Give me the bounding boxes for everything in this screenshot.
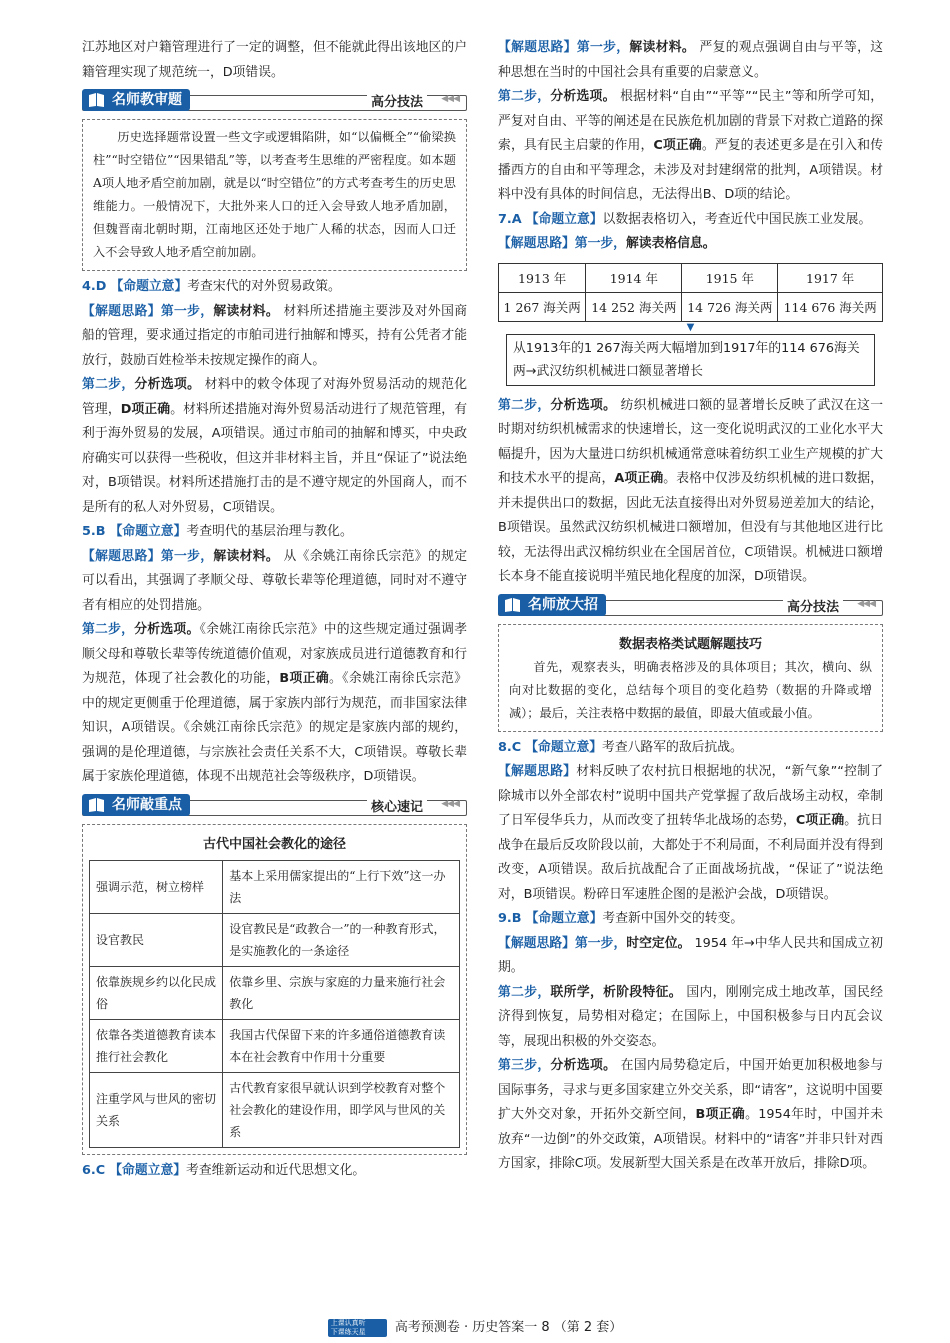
q9-intent: 考查新中国外交的转变。 bbox=[602, 911, 744, 926]
q9-answer: B项正确 bbox=[695, 1107, 746, 1122]
q6-line bbox=[82, 1159, 467, 1184]
q9-step3-title: 分析选项。 bbox=[550, 1058, 617, 1073]
q7-step2-label: 第二步， bbox=[498, 397, 551, 413]
tip-subtitle: 高分技法 bbox=[367, 91, 427, 110]
intro-paragraph: 江苏地区对户籍管理进行了一定的调整，但不能就此得出该地区的户籍管理实现了规范统一，D项错误。 bbox=[82, 40, 467, 80]
q5-step2-label: 第二步， bbox=[82, 622, 135, 637]
q6-step2-text-b: 。严复的表述更多是在引入和传播西方的自由和平等理念，未涉及对封建纲常的批判，A项错误。材料中没有具体的时间信息，无法得出B、D项的结论。 bbox=[498, 138, 883, 202]
q6-step2-title: 分析选项。 bbox=[550, 89, 616, 104]
tip-badge bbox=[82, 794, 190, 816]
q9-step2-label: 第二步， bbox=[498, 984, 551, 1000]
q8-answer: C项正确 bbox=[795, 813, 845, 828]
q7-tag: 【命题立意】 bbox=[525, 211, 603, 227]
row-content-cell: 我国古代保留下来的许多通俗道德教育读本在社会教育中作用十分重要 bbox=[223, 1019, 460, 1072]
q7-line bbox=[498, 208, 883, 233]
book-icon bbox=[504, 597, 521, 613]
table-row bbox=[90, 1019, 460, 1072]
q7-step2-text-a: 纺织机械进口额的显著增长反映了武汉在这一时期对纺织机械需求的快速增长，这一变化说明武汉的工业化水平大幅提升，因为大量进口纺织机械通常意味着纺织工业生产规模的扩大和技术水平的提高， bbox=[498, 397, 884, 486]
q8-text-a: 材料反映了农村抗日根据地的状况，“新气象”“控制了除城市以外全部农村”说明中国共产党掌握了敌后战场主动权，牵制了日军侵华兵力，从而改变了扭转华北战场的态势， bbox=[498, 764, 883, 828]
table-row bbox=[90, 913, 460, 966]
q5-step2-title: 分析选项。 bbox=[134, 622, 200, 637]
q4-step1-text: 材料所述措施主要涉及对外国商船的管理，要求通过指定的市舶司进行抽解和博买，持有公凭者才能放行，鼓励百姓检举未按规定操作的商人。 bbox=[82, 303, 468, 368]
q7-step1 bbox=[498, 232, 883, 257]
q5-answer: B项正确 bbox=[279, 671, 330, 686]
arrows-icon: ◀◀◀ bbox=[441, 94, 459, 104]
q5-step1-label: 第一步， bbox=[160, 548, 214, 564]
row-content-cell: 依靠乡里、宗族与家庭的力量来施行社会教化 bbox=[223, 966, 460, 1019]
q6-step1-text: 严复的观点强调自由与平等，这种思想在当时的中国社会具有重要的启蒙意义。 bbox=[498, 40, 884, 80]
q6-intent: 考查维新运动和近代思想文化。 bbox=[186, 1162, 366, 1178]
q8-intent: 考查八路军的敌后抗战。 bbox=[602, 739, 743, 755]
q7-number: 7.A bbox=[498, 211, 522, 227]
page-footer bbox=[0, 1316, 950, 1337]
q7-step1-label: 第一步， bbox=[574, 236, 626, 251]
q9-number: 9.B bbox=[498, 911, 522, 926]
table-summary: 从1913年的1 267海关两大幅增加到1917年的114 676海关两→武汉纺织机械进口额显著增长 bbox=[506, 334, 875, 386]
q5-tag2: 【解题思路】 bbox=[82, 548, 161, 564]
q8-number: 8.C bbox=[498, 739, 522, 755]
value-cell: 1 267 海关两 bbox=[499, 292, 586, 321]
year-cell: 1913 年 bbox=[499, 263, 586, 292]
table-row bbox=[90, 1072, 460, 1147]
q9-step1 bbox=[498, 932, 883, 981]
q4-step2-label: 第二步， bbox=[82, 377, 135, 392]
tip-badge-label: 名师教审题 bbox=[112, 92, 182, 108]
q6-step1 bbox=[498, 36, 883, 85]
q7-intent: 以数据表格切入，考查近代中国民族工业发展。 bbox=[602, 211, 872, 227]
row-content-cell: 基本上采用儒家提出的“上行下效”这一办法 bbox=[223, 860, 460, 913]
q6-tag: 【命题立意】 bbox=[109, 1162, 187, 1178]
left-column bbox=[82, 36, 467, 1183]
tip-badge-label: 名师放大招 bbox=[528, 596, 598, 613]
q4-answer: D项正确 bbox=[120, 401, 171, 417]
year-cell: 1914 年 bbox=[586, 263, 682, 292]
tip-header-3 bbox=[498, 594, 883, 618]
row-heading-cell: 注重学风与世风的密切关系 bbox=[90, 1072, 223, 1147]
q7-step2-title: 分析选项。 bbox=[550, 397, 617, 413]
year-cell: 1915 年 bbox=[682, 263, 778, 292]
tip-badge-label: 名师敲重点 bbox=[112, 796, 182, 813]
tip-subtitle: 核心速记 bbox=[367, 796, 427, 815]
q9-step2-text: 国内，刚刚完成土地改革，国民经济得到恢复，局势相对稳定；在国际上，中国积极参与日内瓦会议等，展现出积极的外交姿态。 bbox=[498, 984, 884, 1049]
q9-step3-text-b: 。1954年时，中国并未放弃“一边倒”的外交政策，A项错误。材料中的“请客”并非只针对西方国家，排除C项。发展新型大国关系是在改革开放后，排除D项。 bbox=[498, 1107, 883, 1171]
right-column bbox=[498, 36, 883, 1177]
value-cell: 14 252 海关两 bbox=[586, 292, 682, 321]
q6-step2 bbox=[498, 85, 883, 208]
value-cell: 14 726 海关两 bbox=[682, 292, 778, 321]
q7-tag2: 【解题思路】 bbox=[498, 236, 575, 251]
key-points-table bbox=[89, 860, 460, 1148]
down-arrow-icon: ▼ bbox=[686, 321, 695, 333]
q6-tag2: 【解题思路】 bbox=[498, 40, 577, 55]
tip-header-2 bbox=[82, 794, 467, 818]
q5-step1 bbox=[82, 545, 467, 619]
table-row bbox=[90, 860, 460, 913]
arrows-icon: ◀◀◀ bbox=[441, 798, 459, 809]
q5-number: 5.B bbox=[82, 524, 106, 539]
q4-step1 bbox=[82, 300, 467, 374]
year-cell: 1917 年 bbox=[778, 263, 883, 292]
q4-step1-title: 解读材料。 bbox=[213, 303, 280, 319]
q8-tag2: 【解题思路】 bbox=[498, 764, 577, 779]
q5-step2-text-a: 《余姚江南徐氏宗范》中的这些规定通过强调孝顺父母和尊敬长辈等传统道德价值观，对家族成员进行道德教育和行为规范，体现了社会教化的功能， bbox=[82, 622, 468, 686]
q9-step2 bbox=[498, 981, 883, 1055]
tip-box-1 bbox=[82, 119, 467, 271]
row-heading-cell: 强调示范，树立榜样 bbox=[90, 860, 223, 913]
q6-step2-label: 第二步， bbox=[498, 89, 551, 104]
q6-step1-title: 解读材料。 bbox=[629, 40, 696, 55]
footer-text: 高考预测卷 · 历史答案一 8 （第 2 套） bbox=[394, 1320, 623, 1335]
book-icon bbox=[88, 797, 105, 813]
q7-step2 bbox=[498, 394, 883, 590]
year-row bbox=[499, 263, 883, 292]
q9-step1-label: 第一步， bbox=[574, 935, 627, 951]
key-points-box bbox=[82, 824, 467, 1155]
q4-step2 bbox=[82, 373, 467, 520]
tip-box-3-title: 数据表格类试题解题技巧 bbox=[618, 636, 762, 652]
q5-line bbox=[82, 520, 467, 545]
tip-badge bbox=[498, 594, 606, 616]
q6-step1-label: 第一步， bbox=[576, 40, 630, 55]
q9-step2-title: 联所学，析阶段特征。 bbox=[550, 984, 682, 1000]
q6-answer: C项正确 bbox=[653, 138, 702, 153]
q9-tag2: 【解题思路】 bbox=[498, 935, 575, 951]
q6-step2-text-a: 根据材料“自由”“平等”“民主”等和所学可知，严复对自由、平等的阐述是在民族危机加剧的背景下对救亡道路的探索，具有民主启蒙的作用， bbox=[498, 89, 884, 153]
logo-line-1: 上课认真听 bbox=[330, 1318, 366, 1327]
row-content-cell: 设官教民是“政教合一”的一种教育形式，是实施教化的一条途径 bbox=[223, 913, 460, 966]
q5-step2-text-b: 。《余姚江南徐氏宗范》中的规定更侧重于伦理道德，属于家族内部行为规范，而非国家法律知识，A项错误。《余姚江南徐氏宗范》的规定是家族内部的规约，强调的是伦理道德，与宗族社会责任关系不大，C项错误。尊敬长辈属于家族伦理道德，体现不出规范社会等级秩序，D项错误。 bbox=[82, 671, 468, 784]
q9-step3-label: 第三步， bbox=[498, 1058, 551, 1073]
q8-text-b: 。抗日战争在最后反攻阶段以前，大都处于不利局面，不利局面并没有得到改变，A项错误。敌后抗战配合了正面战场抗战，“保证了”说法绝对，B项错误。粉碎日军速胜企图的是淞沪会战，D项错误。 bbox=[498, 813, 883, 902]
q5-intent: 考查明代的基层治理与教化。 bbox=[186, 524, 353, 539]
tip-text: 历史选择题常设置一些文字或逻辑陷阱，如“以偏概全”“偷梁换柱”“时空错位”“因果错乱”等，以考查考生思维的严密程度。如本题A项人地矛盾空前加剧，就是以“时空错位”的方式考查考生的历史思维能力。一般情况下，大批外来人口的迁入会导致人地矛盾加剧，但魏晋南北朝时期，江南地区还处于地广人稀的状态，因而人口迁入不会导致人地矛盾空前加剧。 bbox=[93, 130, 456, 259]
import-data-table bbox=[498, 263, 883, 322]
q8-analysis bbox=[498, 760, 883, 907]
q8-tag: 【命题立意】 bbox=[525, 739, 603, 755]
row-heading-cell: 设官教民 bbox=[90, 913, 223, 966]
q4-number: 4.D bbox=[82, 279, 107, 294]
q9-step1-text: 1954 年→中华人民共和国成立初期。 bbox=[498, 935, 884, 975]
q4-step1-label: 第一步， bbox=[160, 303, 214, 319]
q9-line bbox=[498, 907, 883, 932]
q4-step2-title: 分析选项。 bbox=[134, 377, 201, 392]
row-content-cell: 古代教育家很早就认识到学校教育对整个社会教化的建设作用，即学风与世风的关系 bbox=[223, 1072, 460, 1147]
q5-step1-text: 从《余姚江南徐氏宗范》的规定可以看出，其强调了孝顺父母、尊敬长辈等伦理道德，同时对不遵守者有相应的处罚措施。 bbox=[82, 548, 468, 613]
row-heading-cell: 依靠各类道德教育读本推行社会教化 bbox=[90, 1019, 223, 1072]
q7-step1-title: 解读表格信息。 bbox=[625, 236, 716, 251]
q4-step2-text-b: 。材料所述措施对海外贸易活动进行了规范管理，有利于海外贸易的发展，A项错误。通过市舶司的抽解和博买，中央政府确实可以获得一些税收，但这并非材料主旨，并且“保证了”说法绝对，B项错误。材料所述措施打击的是不遵守规定的外国商人，而不是所有的私人对外贸易，C项错误。 bbox=[82, 401, 468, 515]
q8-line bbox=[498, 736, 883, 761]
row-heading-cell: 依靠族规乡约以化民成俗 bbox=[90, 966, 223, 1019]
tip-badge bbox=[82, 89, 190, 111]
q7-answer: A项正确 bbox=[614, 471, 664, 486]
value-row bbox=[499, 292, 883, 321]
q9-step1-title: 时空定位。 bbox=[626, 935, 691, 951]
tip-subtitle: 高分技法 bbox=[783, 596, 843, 615]
q4-tag: 【命题立意】 bbox=[110, 279, 188, 294]
q4-tag2: 【解题思路】 bbox=[82, 303, 161, 319]
table-row bbox=[90, 966, 460, 1019]
q9-tag: 【命题立意】 bbox=[525, 911, 603, 926]
q5-tag: 【命题立意】 bbox=[109, 524, 187, 539]
key-points-title: 古代中国社会教化的途径 bbox=[202, 836, 346, 852]
q5-step2 bbox=[82, 618, 467, 790]
logo-line-2: 下课练天星 bbox=[330, 1327, 366, 1336]
q9-step3-text-a: 在国内局势稳定后，中国开始更加积极地参与国际事务，寻求与更多国家建立外交关系，即“请客”，这说明中国要扩大外交对象，开拓外交新空间， bbox=[498, 1058, 884, 1122]
q5-step1-title: 解读材料。 bbox=[213, 548, 280, 564]
tip-header-1 bbox=[82, 89, 467, 113]
q4-line bbox=[82, 275, 467, 300]
q6-number: 6.C bbox=[82, 1162, 106, 1178]
value-cell: 114 676 海关两 bbox=[778, 292, 883, 321]
brand-logo bbox=[328, 1319, 387, 1337]
book-icon bbox=[88, 92, 105, 108]
arrows-icon: ◀◀◀ bbox=[857, 598, 875, 609]
tip-box-3-text: 首先，观察表头，明确表格涉及的具体项目；其次，横向、纵向对比数据的变化，总结每个项目的变化趋势（数据的升降或增减）；最后，关注表格中数据的最值，即最大值或最小值。 bbox=[509, 659, 872, 720]
q4-intent: 考查宋代的对外贸易政策。 bbox=[187, 279, 341, 294]
tip-box-3 bbox=[498, 624, 883, 732]
q9-step3 bbox=[498, 1054, 883, 1177]
q7-step2-text-b: 。表格中仅涉及纺织机械的进口数据，并未提供出口的数据，因此无法直接得出对外贸易逆差加大的结论，B项错误。虽然武汉纺织机械进口额增加，但没有与其他地区进行比较，无法得出武汉棉纺织业在全国居首位，C项错误。机械进口额增长本身不能直接说明半殖民地化程度的加深，D项错误。 bbox=[498, 471, 884, 584]
q4-step2-text-a: 材料中的敕令体现了对海外贸易活动的规范化管理， bbox=[82, 377, 468, 417]
